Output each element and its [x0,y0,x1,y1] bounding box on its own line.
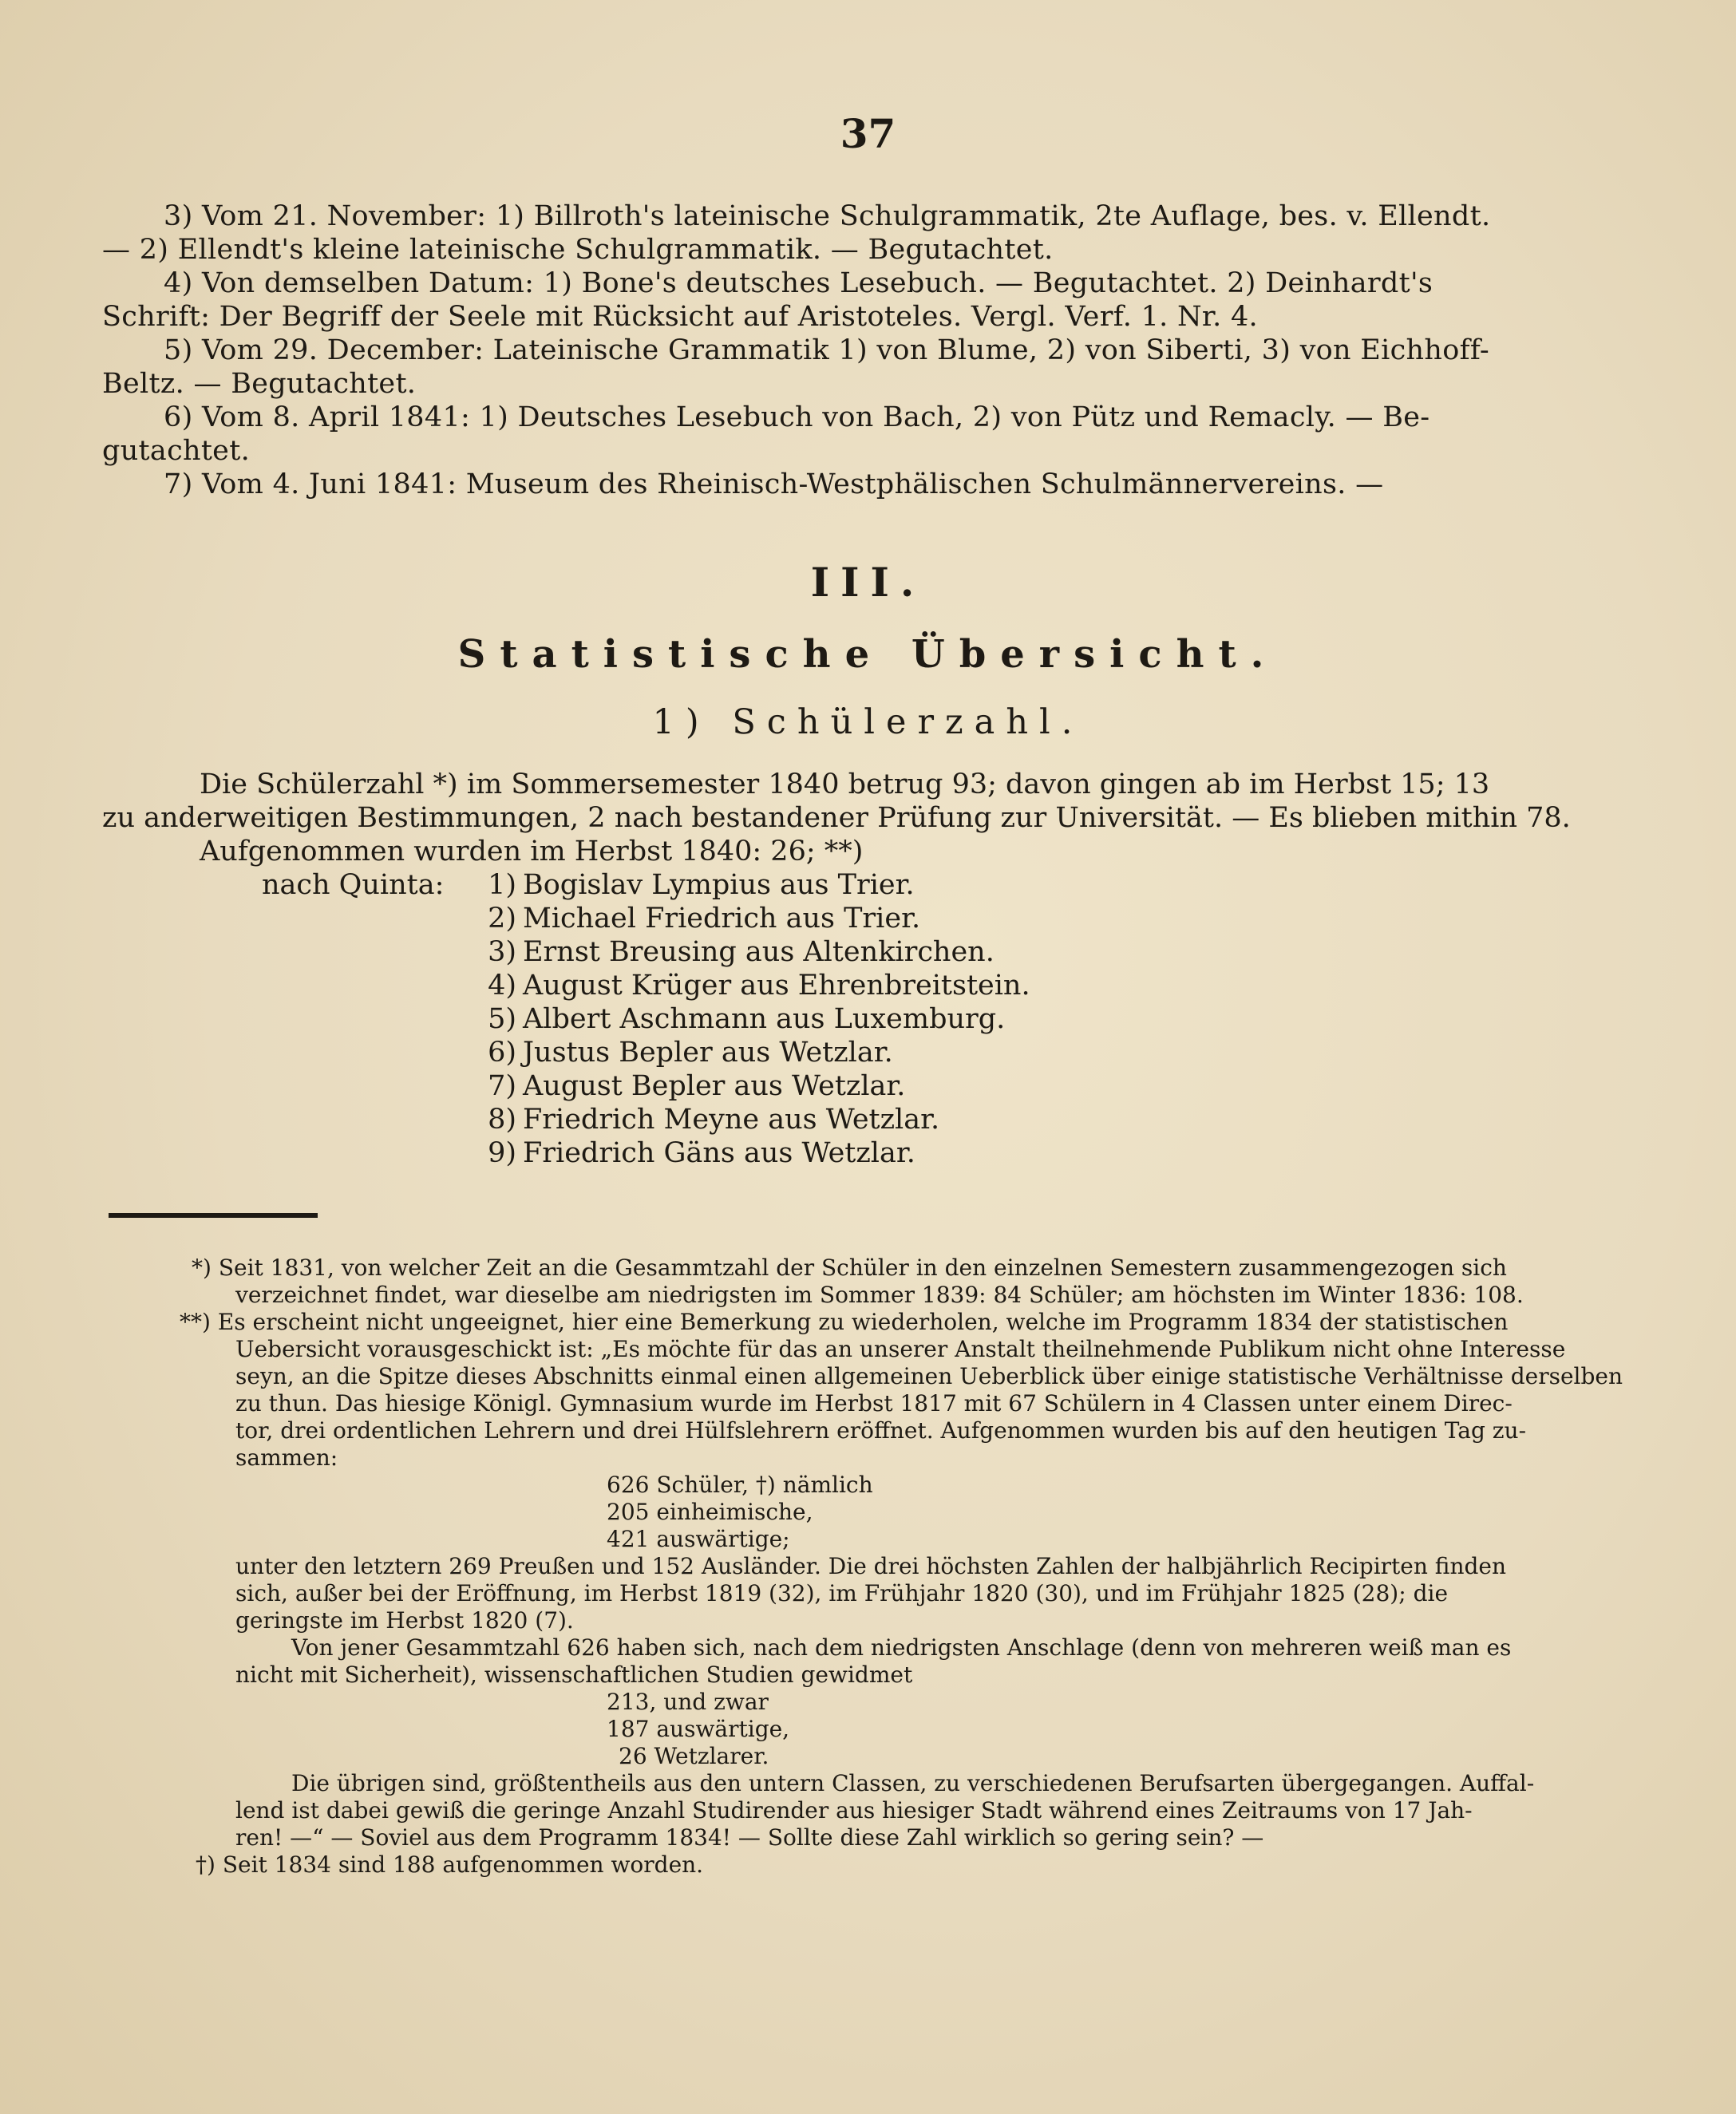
list-item [467,1069,905,1103]
section-number: III. [810,559,926,606]
student-name: Friedrich Meyne aus Wetzlar. [523,1104,940,1136]
student-name: Albert Aschmann aus Luxemburg. [523,1003,1006,1035]
student-name: August Krüger aus Ehrenbreitstein. [523,970,1030,1002]
footnote-line: **) Es erscheint nicht ungeeignet, hier eine Bemerkung zu wiederholen, welche im Programm 1834 der statistischen [180,1309,1509,1335]
footnote-line: unter den letztern 269 Preußen und 152 Ausländer. Die drei höchsten Zahlen der halbjährlich Recipirten finden [235,1553,1507,1579]
body-line: Aufgenommen wurden im Herbst 1840: 26; **) [200,836,864,867]
list-item [467,902,920,935]
footnote-line: ren! —“ — Soviel aus dem Programm 1834! — Sollte diese Zahl wirklich so gering sein? — [235,1824,1264,1851]
footnote-line: sich, außer bei der Eröffnung, im Herbst 1819 (32), im Frühjahr 1820 (30), und im Frühjahr 1825 (28); die [235,1580,1449,1606]
list-item [467,1036,893,1069]
student-name: Justus Bepler aus Wetzlar. [523,1037,893,1069]
footnote-line: 213, und zwar [607,1689,769,1715]
list-item [467,935,995,969]
footnote-line: 26 Wetzlarer. [619,1743,769,1769]
page-number: 37 [840,110,896,157]
student-name: Friedrich Gäns aus Wetzlar. [523,1137,915,1169]
list-item [467,868,915,902]
subsection-title: 1) Schülerzahl. [652,702,1084,742]
footnote-line: †) Seit 1834 sind 188 aufgenommen worden. [196,1851,704,1878]
item-number: 8) [488,1104,516,1136]
footnote-divider [109,1213,318,1218]
decree-line: Schrift: Der Begriff der Seele mit Rücksicht auf Aristoteles. Vergl. Verf. 1. Nr. 4. [102,301,1258,333]
student-name: Bogislav Lympius aus Trier. [523,869,915,901]
decree-line: — 2) Ellendt's kleine lateinische Schulgrammatik. — Begutachtet. [102,234,1054,266]
item-number: 6) [488,1037,516,1069]
student-name: August Bepler aus Wetzlar. [523,1070,906,1102]
decree-line: 5) Vom 29. December: Lateinische Grammatik 1) von Blume, 2) von Siberti, 3) von Eichhoff- [164,334,1489,366]
footnote-line: Uebersicht vorausgeschickt ist: „Es möchte für das an unserer Anstalt theilnehmende Publikum nicht ohne Interesse [235,1336,1566,1362]
item-number: 2) [488,903,516,935]
section-title: Statistische Übersicht. [457,632,1279,677]
decree-line: Beltz. — Begutachtet. [102,368,417,400]
footnote-line: geringste im Herbst 1820 (7). [235,1607,574,1634]
decree-line: 7) Vom 4. Juni 1841: Museum des Rheinisch-Westphälischen Schulmännervereins. — [164,468,1384,500]
footnote-line: zu thun. Das hiesige Königl. Gymnasium wurde im Herbst 1817 mit 67 Schülern in 4 Classen unter einem Direc- [235,1390,1513,1417]
footnote-line: Von jener Gesammtzahl 626 haben sich, nach dem niedrigsten Anschlage (denn von mehreren weiß man es [291,1634,1512,1661]
footnote-line: 205 einheimische, [607,1499,813,1525]
decree-line: gutachtet. [102,435,250,467]
footnote-line: *) Seit 1831, von welcher Zeit an die Gesammtzahl der Schüler in den einzelnen Semestern zusammengezogen sich [192,1255,1507,1281]
decree-line: 4) Von demselben Datum: 1) Bone's deutsches Lesebuch. — Begutachtet. 2) Deinhardt's [164,267,1433,299]
item-number: 3) [488,936,516,968]
item-number: 9) [488,1137,516,1169]
footnote-line: 626 Schüler, †) nämlich [607,1472,873,1498]
decree-line: 3) Vom 21. November: 1) Billroth's lateinische Schulgrammatik, 2te Auflage, bes. v. Ellendt. [164,200,1491,232]
footnote-line: sammen: [235,1444,338,1471]
footnote-line: Die übrigen sind, größtentheils aus den untern Classen, zu verschiedenen Berufsarten übergegangen. Auffal- [291,1770,1535,1796]
list-item [467,969,1030,1002]
list-item [467,1103,939,1136]
list-item [467,1002,1005,1036]
decree-line: 6) Vom 8. April 1841: 1) Deutsches Lesebuch von Bach, 2) von Pütz und Remacly. — Be- [164,401,1430,433]
list-item [467,1136,915,1170]
student-name: Ernst Breusing aus Altenkirchen. [523,936,995,968]
footnote-line: 421 auswärtige; [607,1526,790,1552]
quinta-label: nach Quinta: [262,869,445,901]
item-number: 1) [488,869,516,901]
footnote-line: nicht mit Sicherheit), wissenschaftlichen Studien gewidmet [235,1662,913,1688]
body-line: zu anderweitigen Bestimmungen, 2 nach bestandener Prüfung zur Universität. — Es blieben mithin 78. [102,802,1571,834]
item-number: 5) [488,1003,516,1035]
footnote-line: tor, drei ordentlichen Lehrern und drei Hülfslehrern eröffnet. Aufgenommen wurden bis auf den heutigen Tag zu- [235,1417,1527,1444]
footnote-line: 187 auswärtige, [607,1716,790,1742]
student-name: Michael Friedrich aus Trier. [523,903,921,935]
footnote-line: lend ist dabei gewiß die geringe Anzahl Studirender aus hiesiger Stadt während eines Zeitraums von 17 Jah- [235,1797,1473,1824]
item-number: 4) [488,970,516,1002]
body-line: Die Schülerzahl *) im Sommersemester 1840 betrug 93; davon gingen ab im Herbst 15; 13 [200,769,1490,800]
footnote-line: seyn, an die Spitze dieses Abschnitts einmal einen allgemeinen Ueberblick über einige statistische Verhältnisse derselben [235,1363,1623,1389]
footnote-line: verzeichnet findet, war dieselbe am niedrigsten im Sommer 1839: 84 Schüler; am höchsten im Winter 1836: 108. [235,1282,1524,1308]
item-number: 7) [488,1070,516,1102]
